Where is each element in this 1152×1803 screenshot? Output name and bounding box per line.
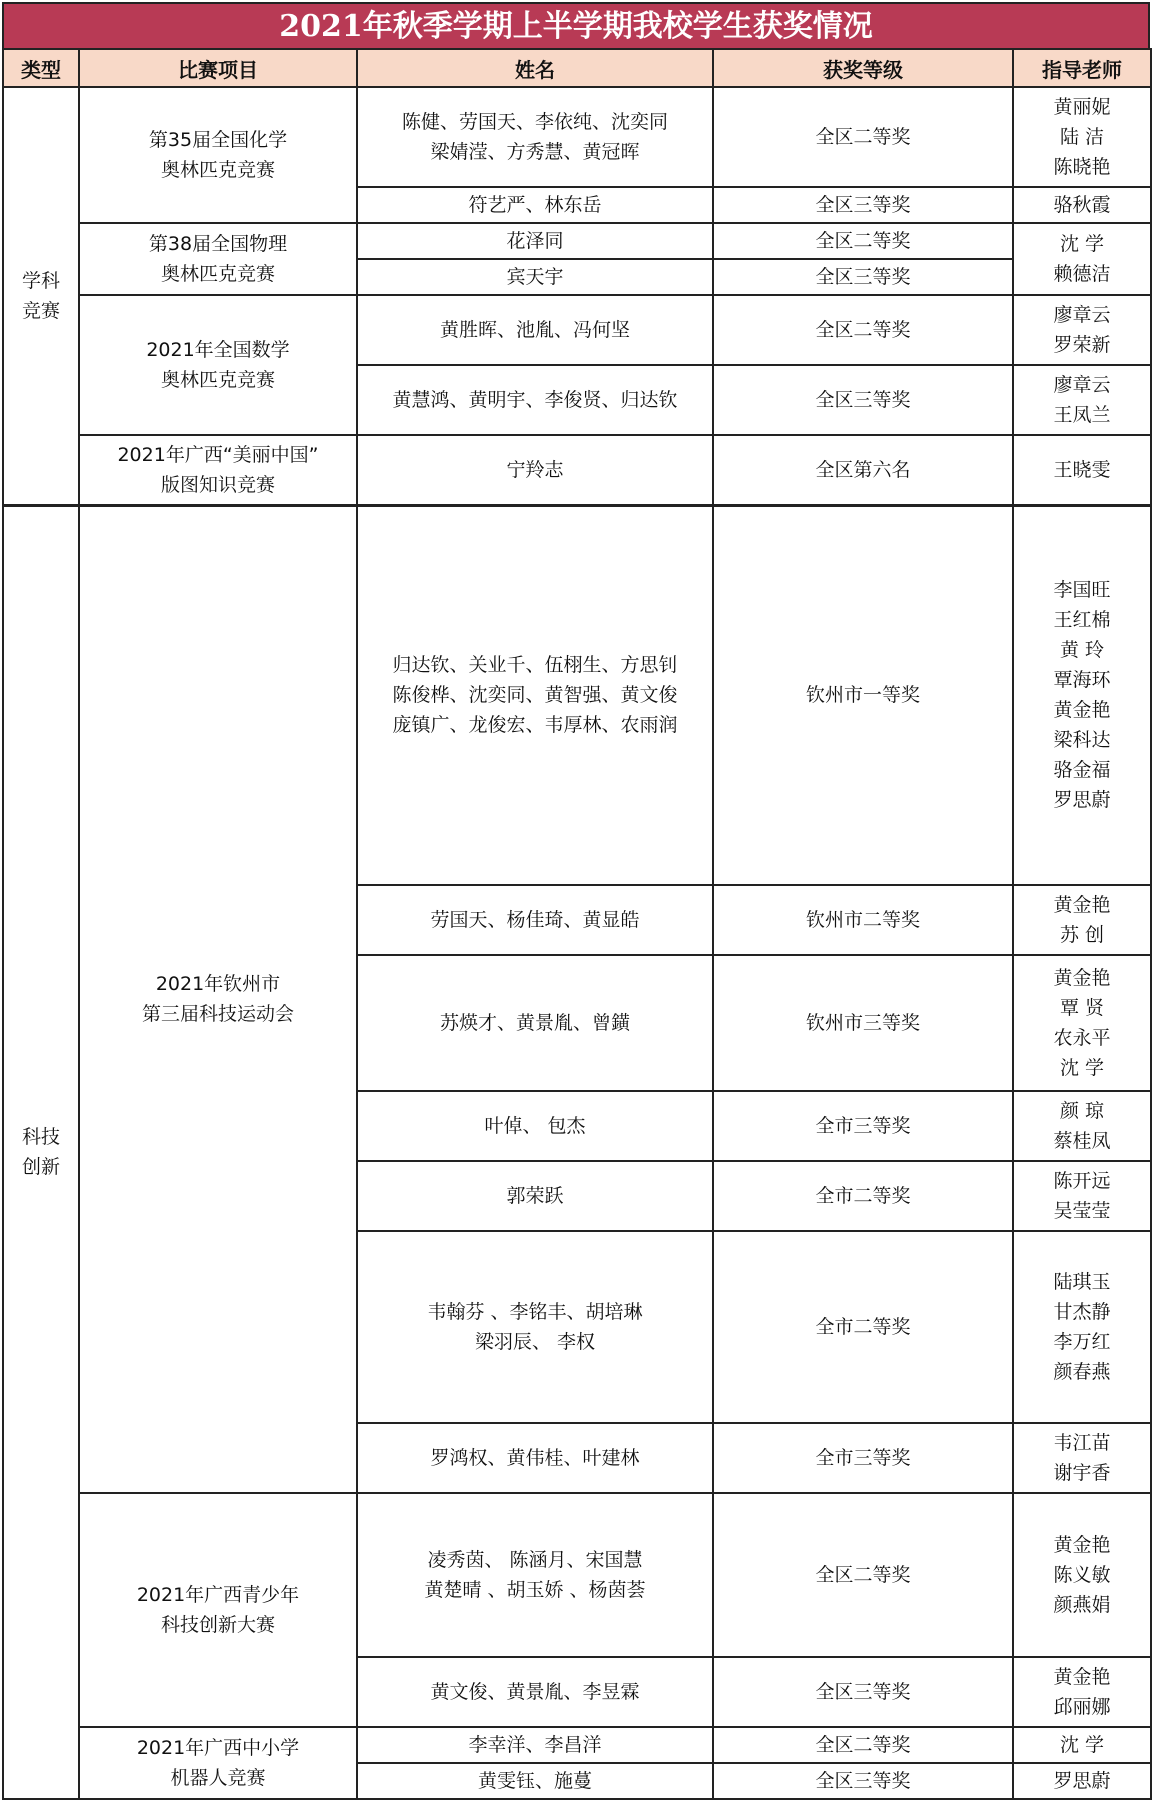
names-cell: 花泽同 — [357, 223, 713, 259]
names-cell: 宁羚志 — [357, 435, 713, 505]
teacher-cell: 骆秋霞 — [1013, 187, 1151, 223]
level-cell: 全区二等奖 — [713, 223, 1013, 259]
competition-cell: 2021年广西中小学 机器人竞赛 — [79, 1727, 357, 1799]
teacher-cell: 黄金艳 覃 贤 农永平 沈 学 — [1013, 955, 1151, 1091]
table-row — [3, 1493, 1151, 1657]
teacher-cell: 李国旺 王红棉 黄 玲 覃海环 黄金艳 梁科达 骆金福 罗思蔚 — [1013, 505, 1151, 885]
competition-cell: 2021年广西“美丽中国” 版图知识竞赛 — [79, 435, 357, 505]
table-row — [3, 87, 1151, 187]
teacher-cell: 黄丽妮 陆 洁 陈晓艳 — [1013, 87, 1151, 187]
names-cell: 叶倬、 包杰 — [357, 1091, 713, 1161]
level-cell: 全市三等奖 — [713, 1091, 1013, 1161]
names-cell: 凌秀茵、 陈涵月、宋国慧 黄楚晴 、胡玉娇 、杨茵荟 — [357, 1493, 713, 1657]
header-competition: 比赛项目 — [79, 49, 357, 87]
names-cell: 陈健、劳国天、李依纯、沈奕同 梁婧滢、方秀慧、黄冠晖 — [357, 87, 713, 187]
level-cell: 钦州市一等奖 — [713, 505, 1013, 885]
level-cell: 钦州市三等奖 — [713, 955, 1013, 1091]
competition-cell: 第38届全国物理 奥林匹克竞赛 — [79, 223, 357, 295]
level-cell: 全区二等奖 — [713, 295, 1013, 365]
teacher-cell: 颜 琼 蔡桂凤 — [1013, 1091, 1151, 1161]
teacher-cell: 黄金艳 苏 创 — [1013, 885, 1151, 955]
table-row — [3, 435, 1151, 505]
level-cell: 全区二等奖 — [713, 1727, 1013, 1763]
names-cell: 符艺严、林东岳 — [357, 187, 713, 223]
competition-cell: 2021年钦州市 第三届科技运动会 — [79, 505, 357, 1493]
header-level: 获奖等级 — [713, 49, 1013, 87]
level-cell: 全区二等奖 — [713, 1493, 1013, 1657]
level-cell: 全区三等奖 — [713, 1763, 1013, 1799]
type-cell: 学科 竞赛 — [3, 87, 79, 505]
teacher-cell: 廖章云 罗荣新 — [1013, 295, 1151, 365]
table-row — [3, 505, 1151, 885]
teacher-cell: 沈 学 — [1013, 1727, 1151, 1763]
header-names: 姓名 — [357, 49, 713, 87]
level-cell: 全区三等奖 — [713, 187, 1013, 223]
awards-table — [2, 48, 1152, 1800]
names-cell: 黄胜晖、池胤、冯何坚 — [357, 295, 713, 365]
teacher-cell: 韦江苗 谢宇香 — [1013, 1423, 1151, 1493]
table-row — [3, 1727, 1151, 1763]
level-cell: 全区三等奖 — [713, 259, 1013, 295]
names-cell: 韦翰芬 、李铭丰、胡培琳 梁羽辰、 李权 — [357, 1231, 713, 1423]
names-cell: 罗鸿权、黄伟桂、叶建林 — [357, 1423, 713, 1493]
award-sheet — [2, 2, 1150, 1800]
level-cell: 全区三等奖 — [713, 365, 1013, 435]
level-cell: 全区第六名 — [713, 435, 1013, 505]
names-cell: 李幸洋、李昌洋 — [357, 1727, 713, 1763]
names-cell: 黄雯钰、施蔓 — [357, 1763, 713, 1799]
teacher-cell: 王晓雯 — [1013, 435, 1151, 505]
teacher-cell: 陈开远 吴莹莹 — [1013, 1161, 1151, 1231]
names-cell: 黄慧鸿、黄明宇、李俊贤、归达钦 — [357, 365, 713, 435]
page-title: 2021年秋季学期上半学期我校学生获奖情况 — [2, 2, 1150, 48]
level-cell: 全区二等奖 — [713, 87, 1013, 187]
teacher-cell: 黄金艳 邱丽娜 — [1013, 1657, 1151, 1727]
teacher-cell: 沈 学 赖德洁 — [1013, 223, 1151, 295]
competition-cell: 第35届全国化学 奥林匹克竞赛 — [79, 87, 357, 223]
header-type: 类型 — [3, 49, 79, 87]
level-cell: 全市二等奖 — [713, 1161, 1013, 1231]
competition-cell: 2021年广西青少年 科技创新大赛 — [79, 1493, 357, 1727]
teacher-cell: 廖章云 王凤兰 — [1013, 365, 1151, 435]
table-row — [3, 295, 1151, 365]
competition-cell: 2021年全国数学 奥林匹克竞赛 — [79, 295, 357, 435]
names-cell: 苏煐才、黄景胤、曾鐄 — [357, 955, 713, 1091]
names-cell: 黄文俊、黄景胤、李昱霖 — [357, 1657, 713, 1727]
header-row — [3, 49, 1151, 87]
names-cell: 归达钦、关业千、伍栩生、方思钊 陈俊桦、沈奕同、黄智强、黄文俊 庞镇广、龙俊宏、韦厚林、农雨润 — [357, 505, 713, 885]
level-cell: 钦州市二等奖 — [713, 885, 1013, 955]
table-row — [3, 223, 1151, 259]
level-cell: 全市三等奖 — [713, 1423, 1013, 1493]
type-cell: 科技 创新 — [3, 505, 79, 1799]
header-teacher: 指导老师 — [1013, 49, 1151, 87]
level-cell: 全市二等奖 — [713, 1231, 1013, 1423]
teacher-cell: 黄金艳 陈义敏 颜燕娟 — [1013, 1493, 1151, 1657]
names-cell: 宾天宇 — [357, 259, 713, 295]
names-cell: 郭荣跃 — [357, 1161, 713, 1231]
teacher-cell: 陆琪玉 甘杰静 李万红 颜春燕 — [1013, 1231, 1151, 1423]
teacher-cell: 罗思蔚 — [1013, 1763, 1151, 1799]
level-cell: 全区三等奖 — [713, 1657, 1013, 1727]
names-cell: 劳国天、杨佳琦、黄显皓 — [357, 885, 713, 955]
